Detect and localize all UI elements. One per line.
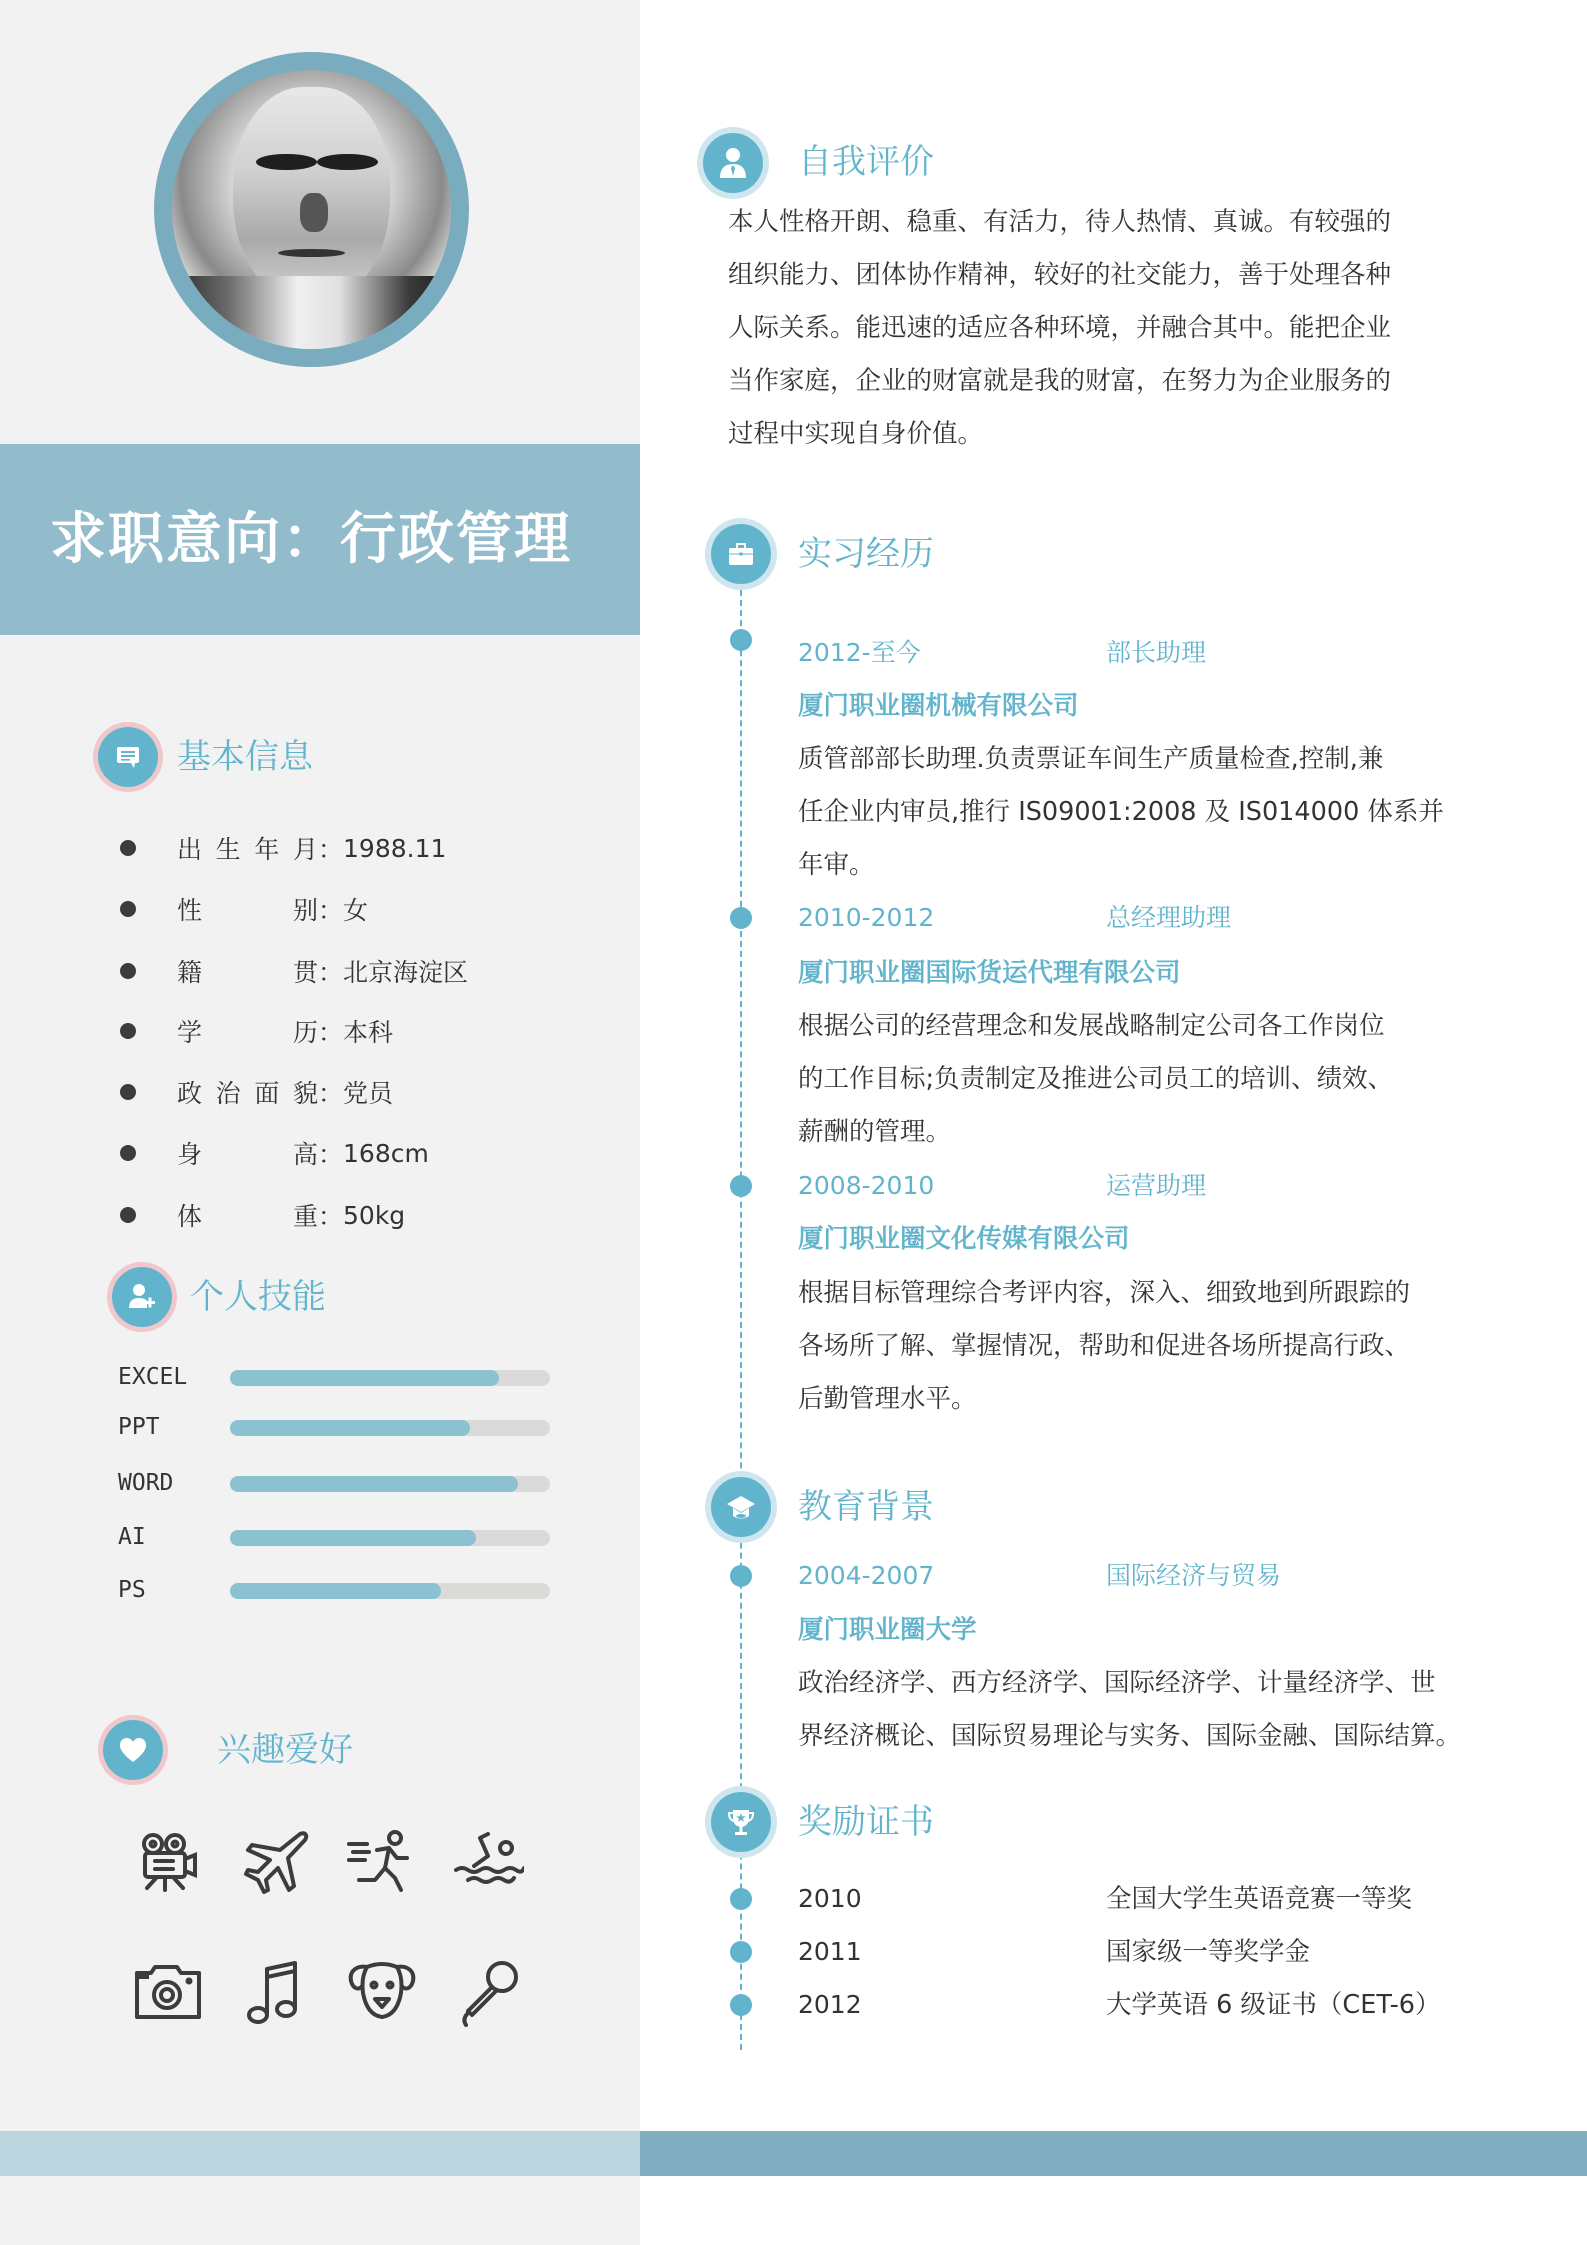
education-school: 厦门职业圈大学 xyxy=(798,1615,977,1645)
award-year: 2012 xyxy=(798,1990,862,2019)
skill-track xyxy=(230,1420,550,1436)
businessman-icon xyxy=(703,133,763,193)
info-row-height xyxy=(120,1135,429,1171)
info-label: 出生年月 xyxy=(177,835,318,864)
text-line: 当作家庭，企业的财富就是我的财富，在努力为企业服务的 xyxy=(728,366,1392,396)
text-line: 薪酬的管理。 xyxy=(798,1117,952,1147)
award-name: 国家级一等奖学金 xyxy=(1106,1937,1311,1967)
timeline-dot xyxy=(730,1565,752,1587)
heart-icon xyxy=(103,1720,163,1780)
briefcase-icon xyxy=(711,524,771,584)
timeline-dot xyxy=(730,629,752,651)
timeline-dot xyxy=(730,1994,752,2016)
music-note-icon xyxy=(242,1957,312,2027)
entry-description xyxy=(798,733,1518,892)
info-colon: ： xyxy=(318,835,344,864)
internship-title: 实习经历 xyxy=(798,534,934,574)
text-line: 各场所了解、掌握情况，帮助和促进各场所提高行政、 xyxy=(798,1331,1411,1361)
info-colon: ： xyxy=(318,1202,344,1231)
bullet xyxy=(120,1145,136,1161)
education-major: 国际经济与贸易 xyxy=(1106,1561,1282,1590)
skill-track xyxy=(230,1370,550,1386)
info-value: 1988.11 xyxy=(343,833,447,863)
text-line: 任企业内审员,推行 IS09001:2008 及 IS014000 体系并 xyxy=(798,797,1444,827)
timeline-dot xyxy=(730,1888,752,1910)
skill-row xyxy=(118,1468,558,1498)
job-intent-title: 求职意向：行政管理 xyxy=(50,507,572,572)
awards-title: 奖励证书 xyxy=(798,1802,934,1842)
text-line: 本人性格开朗、稳重、有活力，待人热情、真诚。有较强的 xyxy=(728,207,1392,237)
info-value: 北京海淀区 xyxy=(343,958,469,987)
bullet xyxy=(120,901,136,917)
info-colon: ： xyxy=(318,1079,344,1108)
text-line: 界经济概论、国际贸易理论与实务、国际金融、国际结算。 xyxy=(798,1721,1462,1751)
info-colon: ： xyxy=(318,1140,344,1169)
graduation-cap-icon xyxy=(711,1477,771,1537)
entry-period: 2010-2012 xyxy=(798,903,935,932)
entry-role: 总经理助理 xyxy=(1106,903,1232,932)
skill-track xyxy=(230,1476,550,1492)
text-line: 根据公司的经营理念和发展战略制定公司各工作岗位 xyxy=(798,1011,1385,1041)
bullet xyxy=(120,1084,136,1100)
text-line: 质管部部长助理.负责票证车间生产质量检查,控制,兼 xyxy=(798,744,1384,774)
skill-label: AI xyxy=(118,1524,146,1550)
info-value: 168cm xyxy=(343,1138,429,1168)
info-label: 身高 xyxy=(177,1140,318,1169)
bullet xyxy=(120,1207,136,1223)
skill-row xyxy=(118,1575,558,1605)
text-line: 政治经济学、西方经济学、国际经济学、计量经济学、世 xyxy=(798,1668,1436,1698)
timeline-dot xyxy=(730,1175,752,1197)
timeline-dot xyxy=(730,1941,752,1963)
award-year: 2011 xyxy=(798,1937,862,1966)
skills-title: 个人技能 xyxy=(190,1277,326,1317)
award-year: 2010 xyxy=(798,1884,862,1913)
entry-role: 运营助理 xyxy=(1106,1171,1207,1200)
skill-label: WORD xyxy=(118,1470,174,1496)
skill-label: EXCEL xyxy=(118,1364,188,1390)
skill-fill xyxy=(230,1476,518,1492)
info-colon: ： xyxy=(318,1018,344,1047)
dog-icon xyxy=(347,1957,417,2027)
chat-bubble-icon xyxy=(98,727,158,787)
job-intent-band xyxy=(0,444,640,635)
info-row-weight xyxy=(120,1197,405,1233)
education-courses xyxy=(798,1657,1538,1763)
info-label: 学历 xyxy=(177,1018,318,1047)
text-line: 后勤管理水平。 xyxy=(798,1384,977,1414)
skill-fill xyxy=(230,1530,476,1546)
skill-row xyxy=(118,1412,558,1442)
bullet xyxy=(120,840,136,856)
entry-period: 2012-至今 xyxy=(798,638,921,667)
entry-description xyxy=(798,1000,1518,1159)
info-value: 本科 xyxy=(343,1018,394,1047)
info-label: 性别 xyxy=(177,896,318,925)
info-row-gender xyxy=(120,891,368,927)
entry-period: 2008-2010 xyxy=(798,1171,935,1200)
airplane-icon xyxy=(242,1828,312,1898)
entry-company: 厦门职业圈国际货运代理有限公司 xyxy=(798,958,1181,988)
skill-label: PPT xyxy=(118,1414,160,1440)
skill-row xyxy=(118,1362,558,1392)
info-label: 籍贯 xyxy=(177,958,318,987)
runner-icon xyxy=(347,1828,417,1898)
skill-fill xyxy=(230,1370,499,1386)
skill-track xyxy=(230,1530,550,1546)
education-title: 教育背景 xyxy=(798,1487,934,1527)
avatar-nose xyxy=(300,193,328,232)
timeline-dot xyxy=(730,907,752,929)
text-line: 根据目标管理综合考评内容，深入、细致地到所跟踪的 xyxy=(798,1278,1411,1308)
info-label: 政治面貌 xyxy=(177,1079,318,1108)
text-line: 年审。 xyxy=(798,850,875,880)
text-line: 的工作目标;负责制定及推进公司员工的培训、绩效、 xyxy=(798,1064,1394,1094)
user-plus-icon xyxy=(112,1267,172,1327)
text-line: 组织能力、团体协作精神，较好的社交能力，善于处理各种 xyxy=(728,260,1392,290)
info-row-hometown xyxy=(120,953,468,989)
avatar-collar xyxy=(172,276,451,349)
info-value: 女 xyxy=(343,896,369,925)
info-colon: ： xyxy=(318,958,344,987)
award-name: 全国大学生英语竞赛一等奖 xyxy=(1106,1884,1413,1914)
basic-info-title: 基本信息 xyxy=(177,737,313,777)
entry-company: 厦门职业圈文化传媒有限公司 xyxy=(798,1224,1130,1254)
skill-fill xyxy=(230,1420,470,1436)
info-row-education xyxy=(120,1013,393,1049)
entry-role: 部长助理 xyxy=(1106,638,1207,667)
movie-camera-icon xyxy=(133,1828,203,1898)
self-evaluation-text xyxy=(728,196,1508,461)
hobbies-title: 兴趣爱好 xyxy=(217,1730,353,1770)
trophy-icon xyxy=(711,1792,771,1852)
swimmer-icon xyxy=(454,1828,524,1898)
education-period: 2004-2007 xyxy=(798,1561,935,1590)
skill-fill xyxy=(230,1583,441,1599)
text-line: 人际关系。能迅速的适应各种环境，并融合其中。能把企业 xyxy=(728,313,1392,343)
footer-bar-left xyxy=(0,2131,640,2176)
camera-icon xyxy=(133,1957,203,2027)
bullet xyxy=(120,963,136,979)
self-evaluation-title: 自我评价 xyxy=(798,142,934,182)
bullet xyxy=(120,1023,136,1039)
info-label: 体重 xyxy=(177,1202,318,1231)
skill-row xyxy=(118,1522,558,1552)
info-value: 50kg xyxy=(343,1200,406,1230)
footer-bar-right xyxy=(640,2131,1587,2176)
info-row-political xyxy=(120,1074,393,1110)
entry-description xyxy=(798,1267,1518,1426)
info-row-birth xyxy=(120,830,446,866)
skill-track xyxy=(230,1583,550,1599)
info-colon: ： xyxy=(318,896,344,925)
info-value: 党员 xyxy=(343,1079,394,1108)
avatar-mouth xyxy=(278,249,345,257)
entry-company: 厦门职业圈机械有限公司 xyxy=(798,691,1079,721)
text-line: 过程中实现自身价值。 xyxy=(728,419,984,449)
award-name: 大学英语 6 级证书（CET-6） xyxy=(1106,1990,1441,2020)
microphone-icon xyxy=(454,1957,524,2027)
skill-label: PS xyxy=(118,1577,146,1603)
avatar xyxy=(154,52,469,367)
